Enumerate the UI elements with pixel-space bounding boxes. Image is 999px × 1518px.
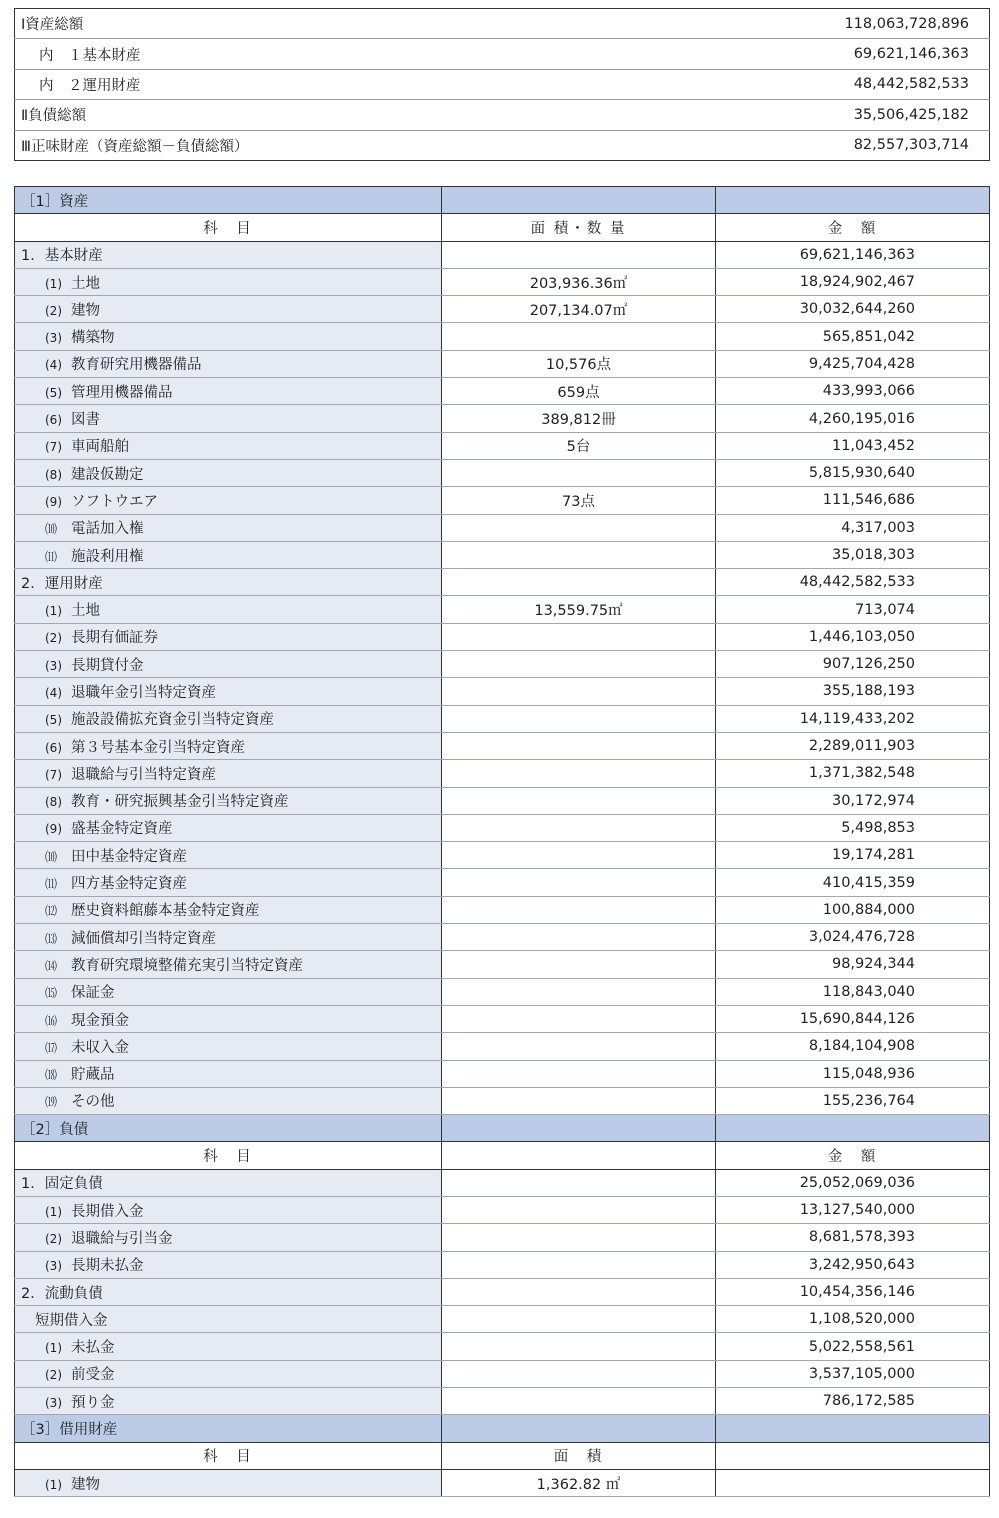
item-amount: 8,184,104,908 (716, 1033, 990, 1060)
table-row (15, 1306, 990, 1333)
item-amount: 155,236,764 (716, 1087, 990, 1114)
column-header-row (15, 1142, 990, 1169)
item-amount: 410,415,359 (716, 869, 990, 896)
item-quantity (442, 787, 716, 814)
item-amount: 5,498,853 (716, 814, 990, 841)
item-number: (1) (45, 1477, 62, 1492)
item-amount: 19,174,281 (716, 842, 990, 869)
table-row (15, 678, 990, 705)
item-number: (2) (45, 1368, 62, 1383)
summary-amount: 48,442,582,533 (715, 69, 990, 99)
column-header (716, 1442, 990, 1469)
table-row (15, 651, 990, 678)
item-label: 歴史資料館藤本基金特定資産 (71, 903, 260, 920)
item-amount: 15,690,844,126 (716, 1005, 990, 1032)
item-number: ⒂ (45, 986, 58, 1001)
item-quantity (442, 705, 716, 732)
item-amount: 10,454,356,146 (716, 1278, 990, 1305)
summary-label: 内 １基本財産 (15, 39, 715, 69)
summary-amount: 69,621,146,363 (715, 39, 990, 69)
item-label: 退職給与引当特定資産 (71, 766, 216, 783)
item-amount: 5,022,558,561 (716, 1333, 990, 1360)
item-quantity: 13,559.75㎡ (442, 596, 716, 623)
item-number: (8) (45, 467, 62, 482)
item-amount: 100,884,000 (716, 896, 990, 923)
category-row (15, 1278, 990, 1305)
table-row (15, 1087, 990, 1114)
table-row (15, 924, 990, 951)
section-blank (442, 187, 716, 214)
summary-row (15, 69, 990, 99)
item-label: 盛基金特定資産 (71, 821, 173, 838)
item-amount: 433,993,066 (716, 378, 990, 405)
item-number: ⒄ (45, 1040, 58, 1055)
item-label: 教育研究用機器備品 (71, 357, 202, 374)
summary-amount: 82,557,303,714 (853, 137, 969, 154)
table-row (15, 787, 990, 814)
item-amount: 98,924,344 (716, 951, 990, 978)
category-row (15, 569, 990, 596)
table-row (15, 405, 990, 432)
item-label: 土地 (71, 603, 100, 620)
item-quantity: 203,936.36㎡ (442, 268, 716, 295)
item-number: (9) (45, 822, 62, 837)
item-amount: 69,621,146,363 (716, 241, 990, 268)
item-label: 長期有価証券 (71, 630, 158, 647)
item-number: (1) (45, 276, 62, 291)
item-cell (15, 569, 442, 596)
table-row (15, 378, 990, 405)
item-quantity (442, 1087, 716, 1114)
item-label: 土地 (71, 275, 100, 292)
category-row (15, 1169, 990, 1196)
item-label: 第３号基本金引当特定資産 (71, 739, 245, 756)
item-label: 預り金 (71, 1394, 115, 1411)
item-cell (15, 378, 442, 405)
item-number: (4) (45, 358, 62, 373)
item-label: 長期貸付金 (71, 657, 144, 674)
item-quantity (442, 241, 716, 268)
item-cell (15, 1087, 442, 1114)
item-quantity (442, 514, 716, 541)
item-amount: 11,043,452 (716, 432, 990, 459)
item-amount: 35,018,303 (716, 541, 990, 568)
item-quantity: 73点 (442, 487, 716, 514)
table-row (15, 323, 990, 350)
column-header: 科 目 (15, 1442, 442, 1469)
item-number: (6) (45, 413, 62, 428)
section-header-row (15, 187, 990, 214)
item-quantity (442, 869, 716, 896)
item-quantity (442, 842, 716, 869)
item-label: 四方基金特定資産 (71, 876, 187, 893)
item-quantity (442, 1251, 716, 1278)
item-number: ⒅ (45, 1068, 58, 1083)
item-cell (15, 1360, 442, 1387)
summary-label: Ⅲ正味財産（資産総額－負債総額） (21, 138, 249, 155)
column-header (442, 1142, 716, 1169)
item-amount: 4,260,195,016 (716, 405, 990, 432)
item-quantity: 10,576点 (442, 350, 716, 377)
item-quantity (442, 1169, 716, 1196)
item-cell (15, 241, 442, 268)
item-amount: 115,048,936 (716, 1060, 990, 1087)
table-row (15, 1388, 990, 1415)
item-label: 未収入金 (71, 1039, 129, 1056)
item-amount: 8,681,578,393 (716, 1224, 990, 1251)
item-label: 建物 (71, 302, 100, 319)
item-amount: 1,446,103,050 (716, 623, 990, 650)
item-quantity: 659点 (442, 378, 716, 405)
item-cell (15, 705, 442, 732)
item-quantity (442, 1333, 716, 1360)
column-header: 金 額 (716, 214, 990, 241)
item-number: (3) (45, 331, 62, 346)
item-quantity (442, 1278, 716, 1305)
table-row (15, 705, 990, 732)
item-amount: 355,188,193 (716, 678, 990, 705)
table-row (15, 842, 990, 869)
table-row (15, 1196, 990, 1223)
item-label: 電話加入権 (71, 521, 144, 538)
item-label: 未払金 (71, 1340, 115, 1357)
section-blank (442, 1115, 716, 1142)
column-header: 科 目 (15, 1142, 442, 1169)
item-cell (15, 787, 442, 814)
item-cell (15, 596, 442, 623)
item-cell (15, 296, 442, 323)
item-cell (15, 869, 442, 896)
summary-row (15, 100, 990, 130)
table-row (15, 951, 990, 978)
table-row (15, 869, 990, 896)
item-label: 前受金 (71, 1367, 115, 1384)
item-amount: 118,843,040 (716, 978, 990, 1005)
table-row (15, 268, 990, 295)
item-label: 保証金 (71, 985, 115, 1002)
table-row (15, 623, 990, 650)
item-number: ⒀ (45, 931, 58, 946)
item-cell (15, 1278, 442, 1305)
item-quantity (442, 1388, 716, 1415)
item-cell (15, 405, 442, 432)
table-row (15, 760, 990, 787)
item-quantity (442, 1224, 716, 1251)
item-number: (1) (45, 1204, 62, 1219)
item-quantity (442, 951, 716, 978)
item-quantity (442, 651, 716, 678)
table-row (15, 732, 990, 759)
item-cell (15, 814, 442, 841)
item-cell (15, 268, 442, 295)
item-amount: 3,242,950,643 (716, 1251, 990, 1278)
item-label: 建設仮勘定 (71, 466, 144, 483)
item-number: (5) (45, 385, 62, 400)
item-quantity: 1,362.82 ㎡ (442, 1469, 716, 1496)
table-row (15, 541, 990, 568)
item-amount: 48,442,582,533 (716, 569, 990, 596)
table-row (15, 1060, 990, 1087)
section-header-row (15, 1115, 990, 1142)
table-row (15, 1251, 990, 1278)
summary-label: Ⅱ負債総額 (15, 100, 715, 130)
item-amount: 13,127,540,000 (716, 1196, 990, 1223)
table-row (15, 296, 990, 323)
category-row (15, 241, 990, 268)
item-cell (15, 487, 442, 514)
item-cell (15, 1333, 442, 1360)
item-amount: 3,024,476,728 (716, 924, 990, 951)
item-number: (3) (45, 658, 62, 673)
item-cell (15, 1196, 442, 1223)
summary-label: 内 ２運用財産 (15, 69, 715, 99)
item-quantity (442, 1306, 716, 1333)
item-number: ⑽ (45, 849, 58, 864)
item-label: 教育研究環境整備充実引当特定資産 (71, 957, 303, 974)
item-cell (15, 1469, 442, 1496)
item-amount: 4,317,003 (716, 514, 990, 541)
section-blank (442, 1415, 716, 1442)
item-number: ⒁ (45, 958, 58, 973)
item-amount: 18,924,902,467 (716, 268, 990, 295)
item-label: 構築物 (71, 330, 115, 347)
asset-summary-table (14, 8, 990, 161)
item-amount: 14,119,433,202 (716, 705, 990, 732)
item-cell (15, 623, 442, 650)
item-number: (7) (45, 767, 62, 782)
item-label: 車両船舶 (71, 439, 129, 456)
item-amount: 30,172,974 (716, 787, 990, 814)
item-cell (15, 1251, 442, 1278)
item-quantity: 207,134.07㎡ (442, 296, 716, 323)
item-quantity (442, 896, 716, 923)
item-quantity (442, 1360, 716, 1387)
table-row (15, 514, 990, 541)
item-cell (15, 896, 442, 923)
item-number: (5) (45, 713, 62, 728)
item-label: 退職年金引当特定資産 (71, 684, 216, 701)
item-quantity (442, 569, 716, 596)
item-number: (2) (45, 303, 62, 318)
table-row (15, 350, 990, 377)
asset-detail-table (14, 186, 990, 1497)
item-label: 1．基本財産 (21, 248, 103, 265)
item-label: 図書 (71, 412, 100, 429)
table-row (15, 596, 990, 623)
item-label: ソフトウエア (71, 493, 158, 510)
summary-amount: 35,506,425,182 (715, 100, 990, 130)
item-amount: 3,537,105,000 (716, 1360, 990, 1387)
item-label: 教育・研究振興基金引当特定資産 (71, 794, 289, 811)
item-number: (3) (45, 1259, 62, 1274)
item-quantity (442, 1196, 716, 1223)
table-row (15, 814, 990, 841)
item-quantity (442, 1060, 716, 1087)
item-label: 貯蔵品 (71, 1067, 115, 1084)
table-row (15, 1033, 990, 1060)
column-header-row (15, 214, 990, 241)
item-cell (15, 760, 442, 787)
item-label: 2．運用財産 (21, 575, 103, 592)
item-cell (15, 1169, 442, 1196)
table-row (15, 1005, 990, 1032)
item-amount (716, 1469, 990, 1496)
summary-row (15, 9, 990, 39)
item-quantity (442, 732, 716, 759)
column-header: 面 積 (442, 1442, 716, 1469)
item-cell (15, 842, 442, 869)
item-cell (15, 651, 442, 678)
item-cell (15, 350, 442, 377)
item-cell (15, 924, 442, 951)
section-title: ［1］資産 (15, 187, 442, 214)
item-cell (15, 432, 442, 459)
table-row (15, 1469, 990, 1496)
item-quantity (442, 760, 716, 787)
item-label: 短期借入金 (35, 1312, 108, 1329)
item-cell (15, 1060, 442, 1087)
item-amount: 111,546,686 (716, 487, 990, 514)
item-quantity (442, 1033, 716, 1060)
item-amount: 5,815,930,640 (716, 459, 990, 486)
item-quantity (442, 623, 716, 650)
item-amount: 2,289,011,903 (716, 732, 990, 759)
summary-row (15, 39, 990, 69)
item-cell (15, 1033, 442, 1060)
item-amount: 907,126,250 (716, 651, 990, 678)
item-number: ⑿ (45, 904, 58, 919)
item-cell (15, 1388, 442, 1415)
item-amount: 786,172,585 (716, 1388, 990, 1415)
item-label: 現金預金 (71, 1012, 129, 1029)
item-number: (9) (45, 494, 62, 509)
item-cell (15, 951, 442, 978)
item-number: (6) (45, 740, 62, 755)
item-cell (15, 1005, 442, 1032)
detail-body (15, 187, 990, 1497)
item-label: 管理用機器備品 (71, 384, 173, 401)
item-amount: 565,851,042 (716, 323, 990, 350)
item-number: (2) (45, 631, 62, 646)
summary-amount: 118,063,728,896 (715, 9, 990, 39)
item-number: (3) (45, 1395, 62, 1410)
item-number: (1) (45, 1341, 62, 1356)
table-row (15, 978, 990, 1005)
item-label: 退職給与引当金 (71, 1230, 173, 1247)
item-number: ⑽ (45, 522, 58, 537)
table-row (15, 896, 990, 923)
item-label: 施設利用権 (71, 548, 144, 565)
summary-body (15, 9, 990, 161)
item-amount: 1,108,520,000 (716, 1306, 990, 1333)
item-label: 長期未払金 (71, 1258, 144, 1275)
item-cell (15, 541, 442, 568)
item-number: ⒆ (45, 1095, 58, 1110)
item-number: ⑾ (45, 877, 58, 892)
item-cell (15, 978, 442, 1005)
table-row (15, 1360, 990, 1387)
item-number: ⒃ (45, 1013, 58, 1028)
summary-label: Ⅰ資産総額 (15, 9, 715, 39)
item-label: 建物 (71, 1476, 100, 1493)
item-label: 1．固定負債 (21, 1176, 103, 1193)
item-label: 長期借入金 (71, 1203, 144, 1220)
column-header: 面 積・数 量 (442, 214, 716, 241)
item-amount: 9,425,704,428 (716, 350, 990, 377)
item-quantity (442, 678, 716, 705)
item-quantity (442, 1005, 716, 1032)
table-row (15, 1224, 990, 1251)
section-header-row (15, 1415, 990, 1442)
section-blank (716, 187, 990, 214)
item-label: 減価償却引当特定資産 (71, 930, 216, 947)
table-row (15, 459, 990, 486)
item-label: 田中基金特定資産 (71, 848, 187, 865)
item-cell (15, 459, 442, 486)
item-cell (15, 732, 442, 759)
item-number: ⑾ (45, 549, 58, 564)
item-amount: 713,074 (716, 596, 990, 623)
section-title: ［3］借用財産 (15, 1415, 442, 1442)
section-blank (716, 1415, 990, 1442)
column-header-row (15, 1442, 990, 1469)
item-number: (2) (45, 1231, 62, 1246)
item-amount: 1,371,382,548 (716, 760, 990, 787)
column-header: 科 目 (15, 214, 442, 241)
table-row (15, 487, 990, 514)
item-quantity: 5台 (442, 432, 716, 459)
item-label: 2．流動負債 (21, 1285, 103, 1302)
item-number: (4) (45, 685, 62, 700)
section-blank (716, 1115, 990, 1142)
table-row (15, 432, 990, 459)
item-cell (15, 1224, 442, 1251)
item-quantity (442, 459, 716, 486)
item-cell (15, 514, 442, 541)
item-cell (15, 678, 442, 705)
section-title: ［2］負債 (15, 1115, 442, 1142)
item-label: 施設設備拡充資金引当特定資産 (71, 712, 274, 729)
item-quantity (442, 323, 716, 350)
item-amount: 25,052,069,036 (716, 1169, 990, 1196)
item-number: (7) (45, 440, 62, 455)
summary-row (15, 130, 990, 160)
item-number: (1) (45, 604, 62, 619)
column-header: 金 額 (716, 1142, 990, 1169)
item-number: (8) (45, 795, 62, 810)
item-amount: 30,032,644,260 (716, 296, 990, 323)
item-quantity (442, 978, 716, 1005)
item-label: その他 (71, 1094, 115, 1111)
item-cell (15, 1306, 442, 1333)
item-quantity (442, 814, 716, 841)
item-quantity (442, 924, 716, 951)
item-cell (15, 323, 442, 350)
table-row (15, 1333, 990, 1360)
item-quantity (442, 541, 716, 568)
item-quantity: 389,812冊 (442, 405, 716, 432)
